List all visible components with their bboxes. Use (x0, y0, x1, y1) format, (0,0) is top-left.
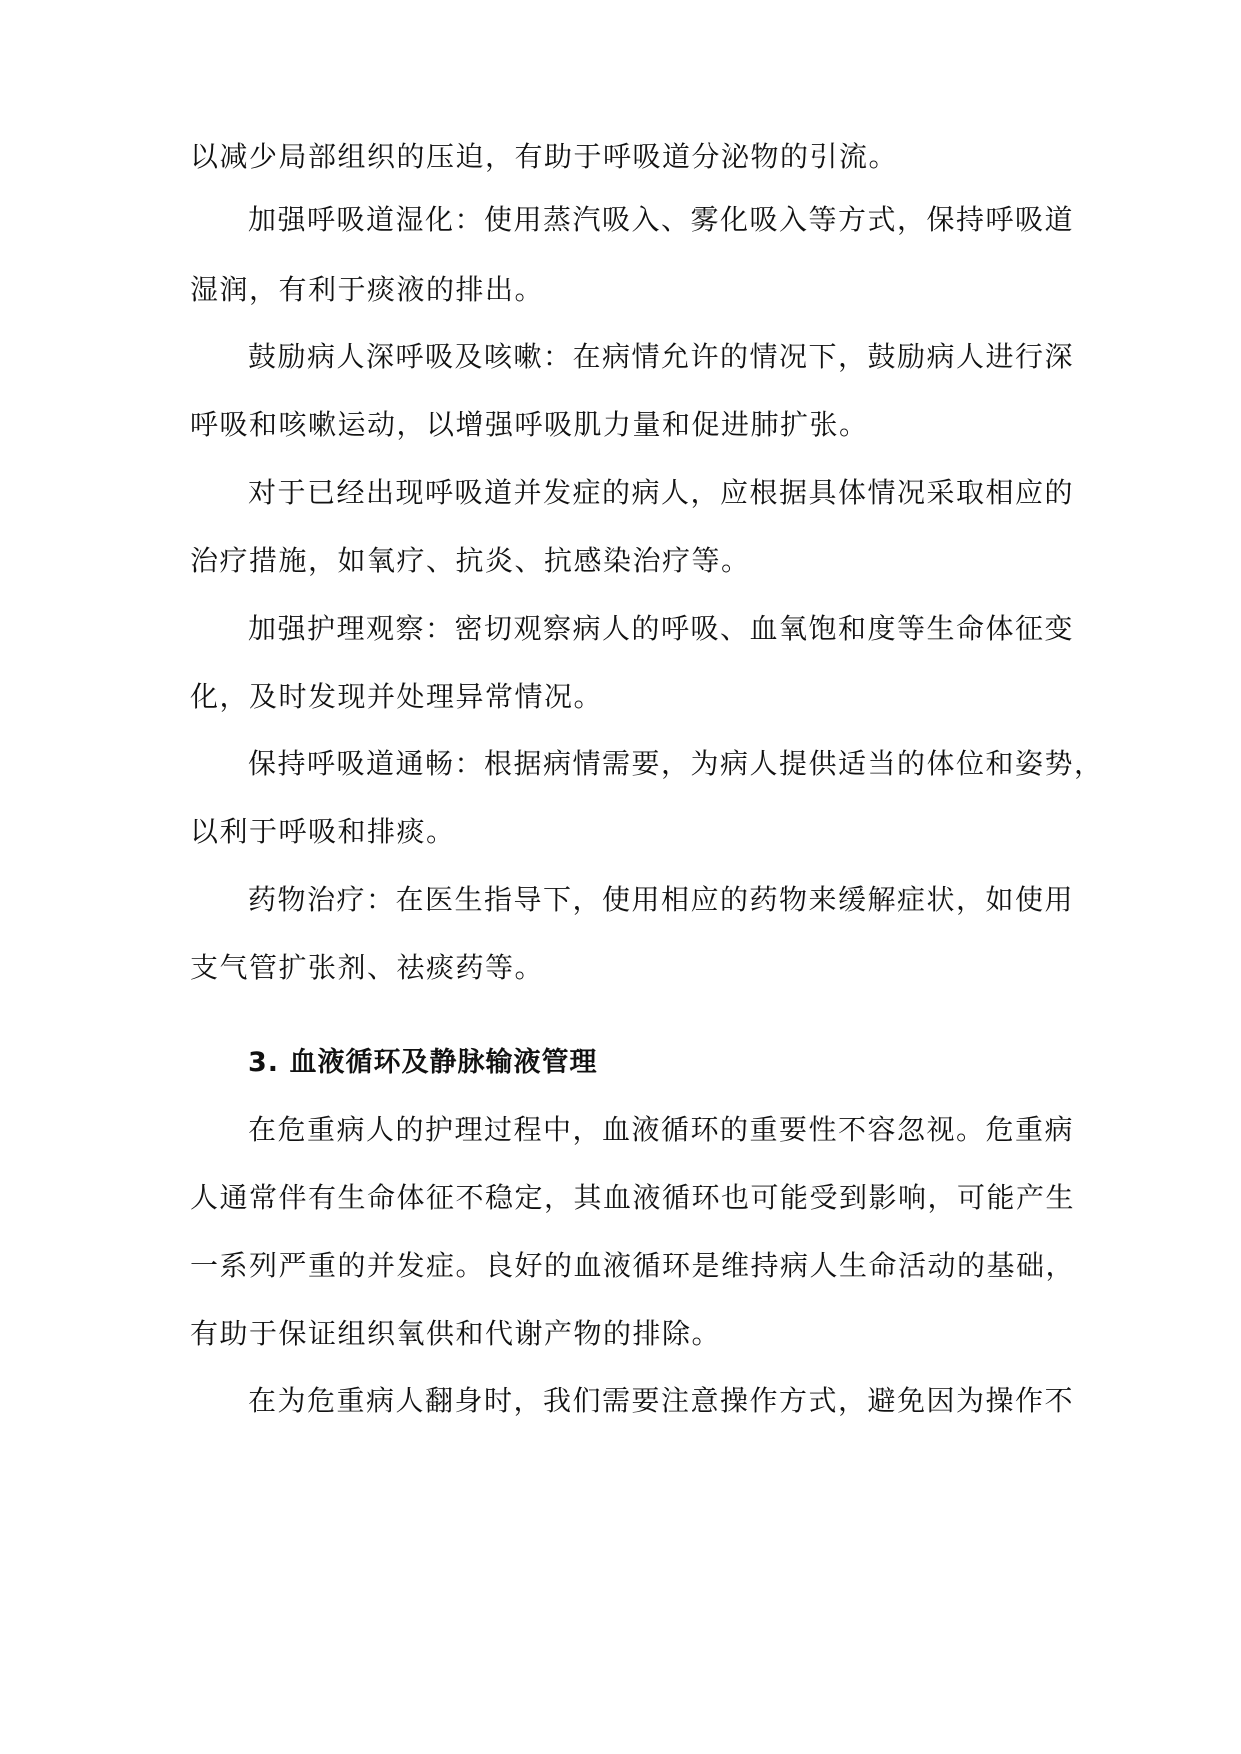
text-line: 保持呼吸道通畅：根据病情需要，为病人提供适当的体位和姿势， (248, 747, 1104, 780)
text-line: 支气管扩张剂、祛痰药等。 (190, 951, 545, 984)
text-line: 在为危重病人翻身时，我们需要注意操作方式，避免因为操作不 (248, 1384, 1075, 1417)
text-line: 呼吸和咳嗽运动，以增强呼吸肌力量和促进肺扩张。 (190, 408, 869, 441)
text-line: 以利于呼吸和排痰。 (190, 815, 456, 848)
text-line: 以减少局部组织的压迫，有助于呼吸道分泌物的引流。 (190, 140, 899, 173)
text-line: 一系列严重的并发症。良好的血液循环是维持病人生命活动的基础， (190, 1249, 1076, 1282)
text-line: 在危重病人的护理过程中，血液循环的重要性不容忽视。危重病 (248, 1113, 1075, 1146)
section-heading: 3. 血液循环及静脉输液管理 (248, 1047, 598, 1078)
text-line: 湿润，有利于痰液的排出。 (190, 273, 545, 306)
text-line: 加强护理观察：密切观察病人的呼吸、血氧饱和度等生命体征变 (248, 612, 1075, 645)
text-line: 对于已经出现呼吸道并发症的病人，应根据具体情况采取相应的 (248, 476, 1075, 509)
text-line: 有助于保证组织氧供和代谢产物的排除。 (190, 1317, 722, 1350)
text-line: 治疗措施，如氧疗、抗炎、抗感染治疗等。 (190, 544, 751, 577)
text-line: 加强呼吸道湿化：使用蒸汽吸入、雾化吸入等方式，保持呼吸道 (248, 203, 1075, 236)
text-line: 药物治疗：在医生指导下，使用相应的药物来缓解症状，如使用 (248, 883, 1075, 916)
text-line: 鼓励病人深呼吸及咳嗽：在病情允许的情况下，鼓励病人进行深 (248, 340, 1075, 373)
text-line: 人通常伴有生命体征不稳定，其血液循环也可能受到影响，可能产生 (190, 1181, 1076, 1214)
text-line: 化，及时发现并处理异常情况。 (190, 680, 604, 713)
